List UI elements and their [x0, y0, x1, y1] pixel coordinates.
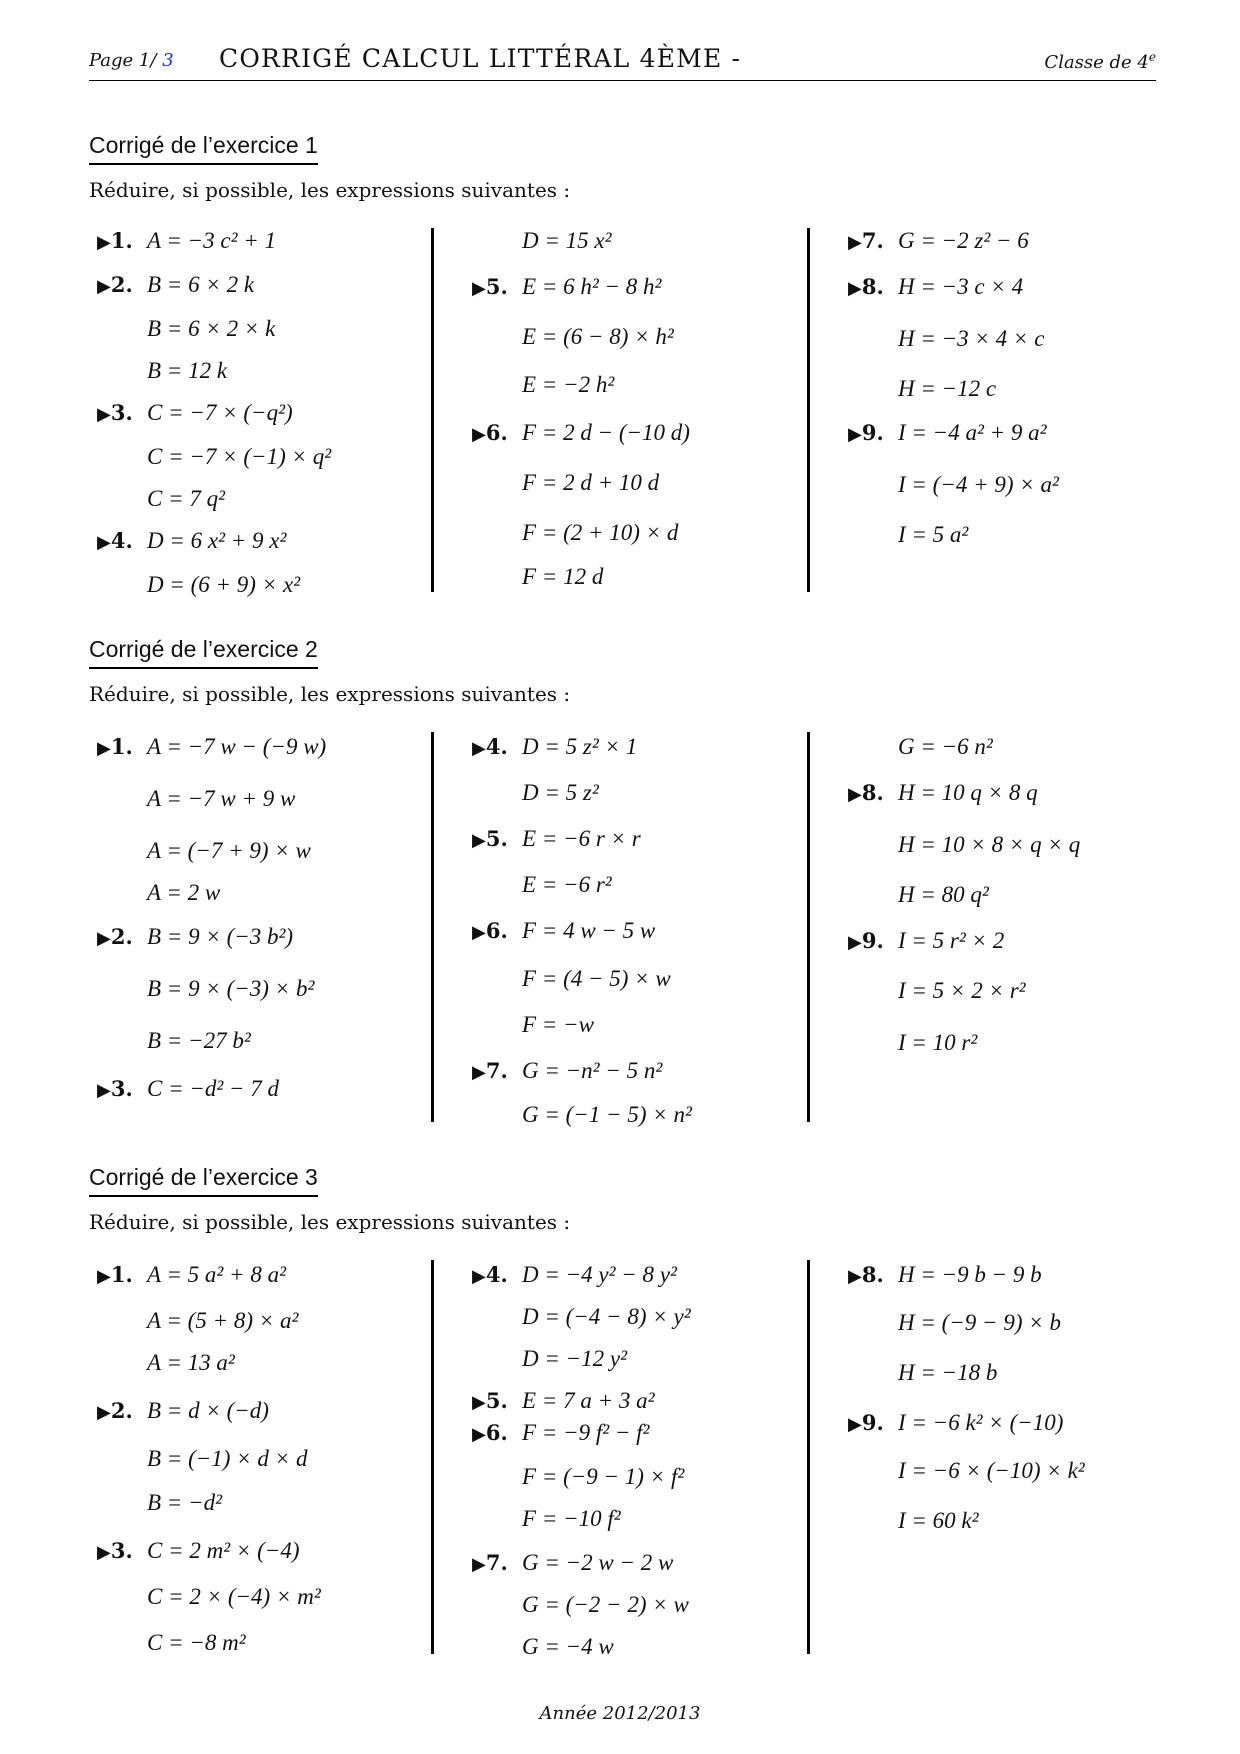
- math-expression: F = −9 f² − f²: [522, 1420, 650, 1445]
- math-expression: H = −3 c × 4: [898, 274, 1024, 299]
- triangle-bullet-icon: ▶: [97, 404, 111, 425]
- triangle-bullet-icon: ▶: [848, 1414, 862, 1435]
- triangle-bullet-icon: ▶: [472, 1266, 486, 1287]
- math-expression: B = 9 × (−3) × b²: [147, 976, 315, 1001]
- math-expression: H = 10 × 8 × q × q: [898, 832, 1081, 857]
- math-expression: D = (6 + 9) × x²: [147, 572, 301, 597]
- item-number: ▶3.: [97, 1538, 133, 1563]
- column-divider: [807, 228, 810, 592]
- item-number: ▶8.: [848, 1262, 884, 1287]
- math-expression: B = (−1) × d × d: [147, 1446, 308, 1471]
- math-expression: B = 12 k: [147, 358, 228, 383]
- item-number: ▶6.: [472, 420, 508, 445]
- triangle-bullet-icon: ▶: [848, 1266, 862, 1287]
- item-number: ▶9.: [848, 1410, 884, 1435]
- page-header: [89, 44, 1156, 81]
- item-number: ▶7.: [848, 228, 884, 253]
- math-expression: C = −d² − 7 d: [147, 1076, 280, 1101]
- math-expression: E = −6 r × r: [522, 826, 641, 851]
- triangle-bullet-icon: ▶: [848, 278, 862, 299]
- math-expression: C = −7 × (−1) × q²: [147, 444, 332, 469]
- math-expression: E = 6 h² − 8 h²: [522, 274, 662, 299]
- math-expression: B = −d²: [147, 1490, 222, 1515]
- math-expression: H = 10 q × 8 q: [898, 780, 1038, 805]
- math-expression: B = d × (−d): [147, 1398, 269, 1423]
- item-number: ▶2.: [97, 924, 133, 949]
- item-number: ▶3.: [97, 1076, 133, 1101]
- math-expression: G = −6 n²: [898, 734, 993, 759]
- math-expression: D = 5 z²: [522, 780, 599, 805]
- item-number: ▶3.: [97, 400, 133, 425]
- triangle-bullet-icon: ▶: [97, 276, 111, 297]
- math-expression: H = (−9 − 9) × b: [898, 1310, 1062, 1335]
- math-expression: C = 2 × (−4) × m²: [147, 1584, 321, 1609]
- column-divider: [807, 1260, 810, 1654]
- triangle-bullet-icon: ▶: [472, 830, 486, 851]
- class-label-sup: e: [1148, 50, 1156, 64]
- page-total-link[interactable]: 3: [162, 50, 174, 71]
- class-label: [1044, 50, 1156, 73]
- item-number: ▶1.: [97, 734, 133, 759]
- item-number: ▶8.: [848, 780, 884, 805]
- math-expression: C = −8 m²: [147, 1630, 246, 1655]
- math-expression: G = −2 w − 2 w: [522, 1550, 674, 1575]
- math-expression: B = 9 × (−3 b²): [147, 924, 294, 949]
- math-expression: G = (−2 − 2) × w: [522, 1592, 689, 1617]
- math-expression: H = −18 b: [898, 1360, 998, 1385]
- math-expression: I = −4 a² + 9 a²: [898, 420, 1047, 445]
- math-expression: I = 5 r² × 2: [898, 928, 1005, 953]
- math-expression: I = (−4 + 9) × a²: [898, 472, 1059, 497]
- math-expression: I = 60 k²: [898, 1508, 979, 1533]
- math-expression: G = (−1 − 5) × n²: [522, 1102, 692, 1127]
- math-expression: G = −2 z² − 6: [898, 228, 1029, 253]
- math-expression: F = 4 w − 5 w: [522, 918, 656, 943]
- item-number: ▶7.: [472, 1550, 508, 1575]
- column-divider: [807, 732, 810, 1122]
- triangle-bullet-icon: ▶: [472, 424, 486, 445]
- item-number: ▶4.: [472, 734, 508, 759]
- item-number: ▶2.: [97, 272, 133, 297]
- math-expression: A = (−7 + 9) × w: [147, 838, 311, 863]
- triangle-bullet-icon: ▶: [472, 1554, 486, 1575]
- triangle-bullet-icon: ▶: [848, 784, 862, 805]
- math-expression: A = −7 w − (−9 w): [147, 734, 327, 759]
- math-expression: D = −4 y² − 8 y²: [522, 1262, 677, 1287]
- item-number: ▶6.: [472, 1420, 508, 1445]
- math-expression: D = −12 y²: [522, 1346, 628, 1371]
- math-expression: A = 2 w: [147, 880, 221, 905]
- math-expression: I = −6 × (−10) × k²: [898, 1458, 1085, 1483]
- exercise-title: Corrigé de l’exercice 1: [89, 132, 318, 165]
- math-expression: C = −7 × (−q²): [147, 400, 293, 425]
- math-expression: D = (−4 − 8) × y²: [522, 1304, 691, 1329]
- math-expression: E = 7 a + 3 a²: [522, 1388, 655, 1413]
- exercise-instruction: Réduire, si possible, les expressions suivantes :: [89, 178, 571, 202]
- math-expression: E = −2 h²: [522, 372, 615, 397]
- math-expression: F = −w: [522, 1012, 594, 1037]
- math-expression: F = (2 + 10) × d: [522, 520, 679, 545]
- math-expression: F = (−9 − 1) × f²: [522, 1464, 685, 1489]
- column-divider: [431, 1260, 434, 1654]
- math-expression: A = −3 c² + 1: [147, 228, 277, 253]
- math-expression: B = 6 × 2 × k: [147, 316, 276, 341]
- math-expression: H = −3 × 4 × c: [898, 326, 1045, 351]
- triangle-bullet-icon: ▶: [97, 232, 111, 253]
- triangle-bullet-icon: ▶: [848, 424, 862, 445]
- item-number: ▶2.: [97, 1398, 133, 1423]
- math-expression: D = 6 x² + 9 x²: [147, 528, 287, 553]
- exercise-title: Corrigé de l’exercice 2: [89, 636, 318, 669]
- item-number: ▶9.: [848, 928, 884, 953]
- triangle-bullet-icon: ▶: [848, 932, 862, 953]
- triangle-bullet-icon: ▶: [472, 738, 486, 759]
- item-number: ▶7.: [472, 1058, 508, 1083]
- triangle-bullet-icon: ▶: [472, 922, 486, 943]
- exercise-title: Corrigé de l’exercice 3: [89, 1164, 318, 1197]
- math-expression: F = 2 d + 10 d: [522, 470, 660, 495]
- triangle-bullet-icon: ▶: [472, 1062, 486, 1083]
- document-title: CORRIGÉ CALCUL LITTÉRAL 4ÈME -: [219, 44, 742, 73]
- item-number: ▶5.: [472, 826, 508, 851]
- math-expression: I = 10 r²: [898, 1030, 978, 1055]
- math-expression: F = −10 f²: [522, 1506, 621, 1531]
- math-expression: A = −7 w + 9 w: [147, 786, 296, 811]
- class-label-text: Classe de 4: [1044, 52, 1149, 73]
- triangle-bullet-icon: ▶: [97, 1402, 111, 1423]
- math-expression: H = −12 c: [898, 376, 997, 401]
- item-number: ▶9.: [848, 420, 884, 445]
- math-expression: A = 5 a² + 8 a²: [147, 1262, 286, 1287]
- math-expression: A = (5 + 8) × a²: [147, 1308, 299, 1333]
- triangle-bullet-icon: ▶: [97, 1266, 111, 1287]
- triangle-bullet-icon: ▶: [848, 232, 862, 253]
- triangle-bullet-icon: ▶: [97, 532, 111, 553]
- triangle-bullet-icon: ▶: [472, 278, 486, 299]
- triangle-bullet-icon: ▶: [472, 1392, 486, 1413]
- triangle-bullet-icon: ▶: [97, 738, 111, 759]
- math-expression: F = 12 d: [522, 564, 604, 589]
- item-number: ▶4.: [97, 528, 133, 553]
- math-expression: F = (4 − 5) × w: [522, 966, 671, 991]
- triangle-bullet-icon: ▶: [472, 1424, 486, 1445]
- math-expression: H = 80 q²: [898, 882, 989, 907]
- triangle-bullet-icon: ▶: [97, 1080, 111, 1101]
- item-number: ▶4.: [472, 1262, 508, 1287]
- math-expression: D = 5 z² × 1: [522, 734, 638, 759]
- item-number: ▶6.: [472, 918, 508, 943]
- math-expression: B = 6 × 2 k: [147, 272, 255, 297]
- column-divider: [431, 228, 434, 592]
- math-expression: H = −9 b − 9 b: [898, 1262, 1042, 1287]
- item-number: ▶1.: [97, 228, 133, 253]
- exercise-instruction: Réduire, si possible, les expressions suivantes :: [89, 1210, 571, 1234]
- math-expression: I = 5 × 2 × r²: [898, 978, 1026, 1003]
- item-number: ▶5.: [472, 1388, 508, 1413]
- page-footer: Année 2012/2013: [539, 1703, 701, 1724]
- math-expression: G = −4 w: [522, 1634, 614, 1659]
- math-expression: E = (6 − 8) × h²: [522, 324, 674, 349]
- page-prefix: Page 1/: [89, 50, 157, 71]
- math-expression: C = 2 m² × (−4): [147, 1538, 300, 1563]
- math-expression: I = 5 a²: [898, 522, 969, 547]
- item-number: ▶5.: [472, 274, 508, 299]
- item-number: ▶1.: [97, 1262, 133, 1287]
- triangle-bullet-icon: ▶: [97, 928, 111, 949]
- math-expression: C = 7 q²: [147, 486, 226, 511]
- page-indicator: [89, 50, 174, 71]
- math-expression: G = −n² − 5 n²: [522, 1058, 663, 1083]
- math-expression: I = −6 k² × (−10): [898, 1410, 1064, 1435]
- exercise-instruction: Réduire, si possible, les expressions suivantes :: [89, 682, 571, 706]
- math-expression: A = 13 a²: [147, 1350, 235, 1375]
- triangle-bullet-icon: ▶: [97, 1542, 111, 1563]
- math-expression: E = −6 r²: [522, 872, 612, 897]
- math-expression: D = 15 x²: [522, 228, 612, 253]
- math-expression: B = −27 b²: [147, 1028, 251, 1053]
- item-number: ▶8.: [848, 274, 884, 299]
- math-expression: F = 2 d − (−10 d): [522, 420, 690, 445]
- column-divider: [431, 732, 434, 1122]
